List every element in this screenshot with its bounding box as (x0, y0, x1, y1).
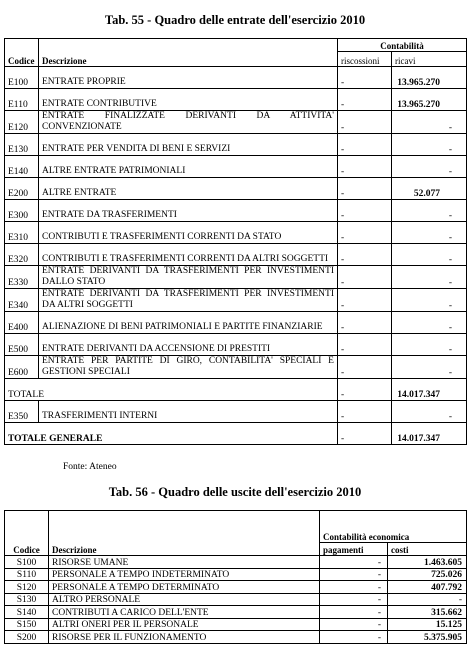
row-description: ALTRE ENTRATE PATRIMONIALI (39, 156, 338, 178)
row-description: ENTRATE DERIVANTI DA ACCENSIONE DI PRESTITI (39, 334, 338, 356)
table-row (5, 618, 467, 631)
row-ricavi: - (392, 289, 467, 312)
table-row (5, 334, 467, 356)
row-ricavi: - (392, 156, 467, 178)
table-row (5, 222, 467, 244)
total-riscossioni: - (338, 379, 392, 401)
table-row (5, 631, 467, 644)
row-code: E340 (5, 289, 39, 312)
row-riscossioni: - (338, 289, 392, 312)
row-pagamenti: - (320, 556, 388, 569)
row-code: S130 (5, 593, 49, 606)
row-pagamenti: - (320, 606, 388, 619)
row-ricavi: - (392, 222, 467, 244)
header-group-contabilita: Contabilità (338, 39, 467, 52)
table-56-title: Tab. 56 - Quadro delle uscite dell'esercizio 2010 (108, 485, 362, 499)
row-riscossioni: - (338, 401, 392, 423)
row-code: S200 (5, 631, 49, 644)
grand-total-riscossioni: - (338, 423, 392, 445)
row-code: E350 (5, 401, 39, 423)
row-description: ALIENAZIONE DI BENI PATRIMONIALI E PARTITE FINANZIARIE (39, 312, 338, 334)
table-row (5, 67, 467, 89)
table-row (5, 266, 467, 289)
grand-total-row (5, 423, 467, 445)
header-riscossioni: riscossioni (338, 52, 392, 67)
row-ricavi: - (392, 111, 467, 134)
row-code: E100 (5, 67, 39, 89)
row-description: ENTRATE FINALIZZATE DERIVANTI DA ATTIVITA' CONVENZIONATE (39, 111, 338, 134)
row-pagamenti: - (320, 618, 388, 631)
row-riscossioni: - (338, 312, 392, 334)
row-riscossioni: - (338, 156, 392, 178)
row-code: E400 (5, 312, 39, 334)
row-description: CONTRIBUTI E TRASFERIMENTI CORRENTI DA STATO (39, 222, 338, 244)
row-ricavi: - (392, 134, 467, 156)
header-group-contabilita-economica: Contabilità economica (320, 511, 467, 543)
row-ricavi: - (392, 312, 467, 334)
row-costi: 407.792 (388, 581, 467, 594)
table-row (5, 606, 467, 619)
row-ricavi: - (392, 200, 467, 222)
row-code: E310 (5, 222, 39, 244)
row-description: RISORSE PER IL FUNZIONAMENTO (49, 631, 320, 644)
row-description: ENTRATE DA TRASFERIMENTI (39, 200, 338, 222)
row-ricavi: 13.965.270 (392, 67, 467, 89)
row-code: S100 (5, 556, 49, 569)
row-code: S110 (5, 568, 49, 581)
header-description: Descrizione (39, 52, 338, 67)
table-row (5, 156, 467, 178)
table-row (5, 111, 467, 134)
row-costi: - (388, 593, 467, 606)
row-description: ENTRATE DERIVANTI DA TRASFERIMENTI PER INVESTIMENTI DALLO STATO (39, 266, 338, 289)
row-code: S140 (5, 606, 49, 619)
row-ricavi: - (392, 356, 467, 379)
row-description: ENTRATE DERIVANTI DA TRASFERIMENTI PER INVESTIMENTI DA ALTRI SOGGETTI (39, 289, 338, 312)
row-code: E120 (5, 111, 39, 134)
row-description: ENTRATE PROPRIE (39, 67, 338, 89)
row-ricavi: 52.077 (392, 178, 467, 200)
row-description: CONTRIBUTI A CARICO DELL'ENTE (49, 606, 320, 619)
row-costi: 1.463.605 (388, 556, 467, 569)
row-riscossioni: - (338, 334, 392, 356)
header-ricavi: ricavi (392, 52, 467, 67)
total-ricavi: 14.017.347 (392, 379, 467, 401)
row-code: E300 (5, 200, 39, 222)
table-row (5, 312, 467, 334)
row-code: E140 (5, 156, 39, 178)
row-description: ALTRE ENTRATE (39, 178, 338, 200)
row-costi: 315.662 (388, 606, 467, 619)
table-row (5, 178, 467, 200)
row-description: ENTRATE PER PARTITE DI GIRO, CONTABILITA' SPECIALI E GESTIONI SPECIALI (39, 356, 338, 379)
header-description: Descrizione (49, 543, 320, 556)
row-description: ENTRATE CONTRIBUTIVE (39, 89, 338, 111)
row-description: ALTRI ONERI PER IL PERSONALE (49, 618, 320, 631)
row-riscossioni: - (338, 200, 392, 222)
expense-table (4, 510, 467, 644)
row-pagamenti: - (320, 568, 388, 581)
table-row (5, 568, 467, 581)
income-table (4, 38, 467, 445)
total-label: TOTALE (5, 379, 338, 401)
row-description: PERSONALE A TEMPO DETERMINATO (49, 581, 320, 594)
row-code: S120 (5, 581, 49, 594)
row-riscossioni: - (338, 111, 392, 134)
row-costi: 15.125 (388, 618, 467, 631)
row-code: E110 (5, 89, 39, 111)
row-description: ENTRATE PER VENDITA DI BENI E SERVIZI (39, 134, 338, 156)
row-code: S150 (5, 618, 49, 631)
row-riscossioni: - (338, 67, 392, 89)
source-note: Fonte: Ateneo (63, 462, 117, 472)
row-riscossioni: - (338, 134, 392, 156)
row-description: PERSONALE A TEMPO INDETERMINATO (49, 568, 320, 581)
row-ricavi: - (392, 244, 467, 266)
row-riscossioni: - (338, 178, 392, 200)
header-code: Codice (5, 543, 49, 556)
header-costi: costi (388, 543, 467, 556)
row-riscossioni: - (338, 222, 392, 244)
grand-total-label: TOTALE GENERALE (5, 423, 338, 445)
row-description: CONTRIBUTI E TRASFERIMENTI CORRENTI DA ALTRI SOGGETTI (39, 244, 338, 266)
table-row (5, 581, 467, 594)
grand-total-ricavi: 14.017.347 (392, 423, 467, 445)
row-description: RISORSE UMANE (49, 556, 320, 569)
row-code: E320 (5, 244, 39, 266)
table-row (5, 200, 467, 222)
header-code: Codice (5, 52, 39, 67)
table-row (5, 89, 467, 111)
row-description: ALTRO PERSONALE (49, 593, 320, 606)
row-pagamenti: - (320, 631, 388, 644)
table-row (5, 244, 467, 266)
row-code: E130 (5, 134, 39, 156)
row-riscossioni: - (338, 356, 392, 379)
row-riscossioni: - (338, 244, 392, 266)
row-ricavi: - (392, 334, 467, 356)
row-pagamenti: - (320, 581, 388, 594)
row-ricavi: - (392, 266, 467, 289)
row-pagamenti: - (320, 593, 388, 606)
row-riscossioni: - (338, 89, 392, 111)
row-ricavi: - (392, 401, 467, 423)
row-code: E600 (5, 356, 39, 379)
table-row (5, 289, 467, 312)
total-row (5, 379, 467, 401)
header-pagamenti: pagamenti (320, 543, 388, 556)
table-row (5, 556, 467, 569)
row-riscossioni: - (338, 266, 392, 289)
row-costi: 725.026 (388, 568, 467, 581)
row-code: E500 (5, 334, 39, 356)
table-row (5, 356, 467, 379)
row-ricavi: 13.965.270 (392, 89, 467, 111)
row-code: E330 (5, 266, 39, 289)
table-row (5, 401, 467, 423)
row-costi: 5.375.905 (388, 631, 467, 644)
row-description: TRASFERIMENTI INTERNI (39, 401, 338, 423)
table-row (5, 134, 467, 156)
table-55-title: Tab. 55 - Quadro delle entrate dell'esercizio 2010 (104, 13, 366, 27)
table-row (5, 593, 467, 606)
row-code: E200 (5, 178, 39, 200)
